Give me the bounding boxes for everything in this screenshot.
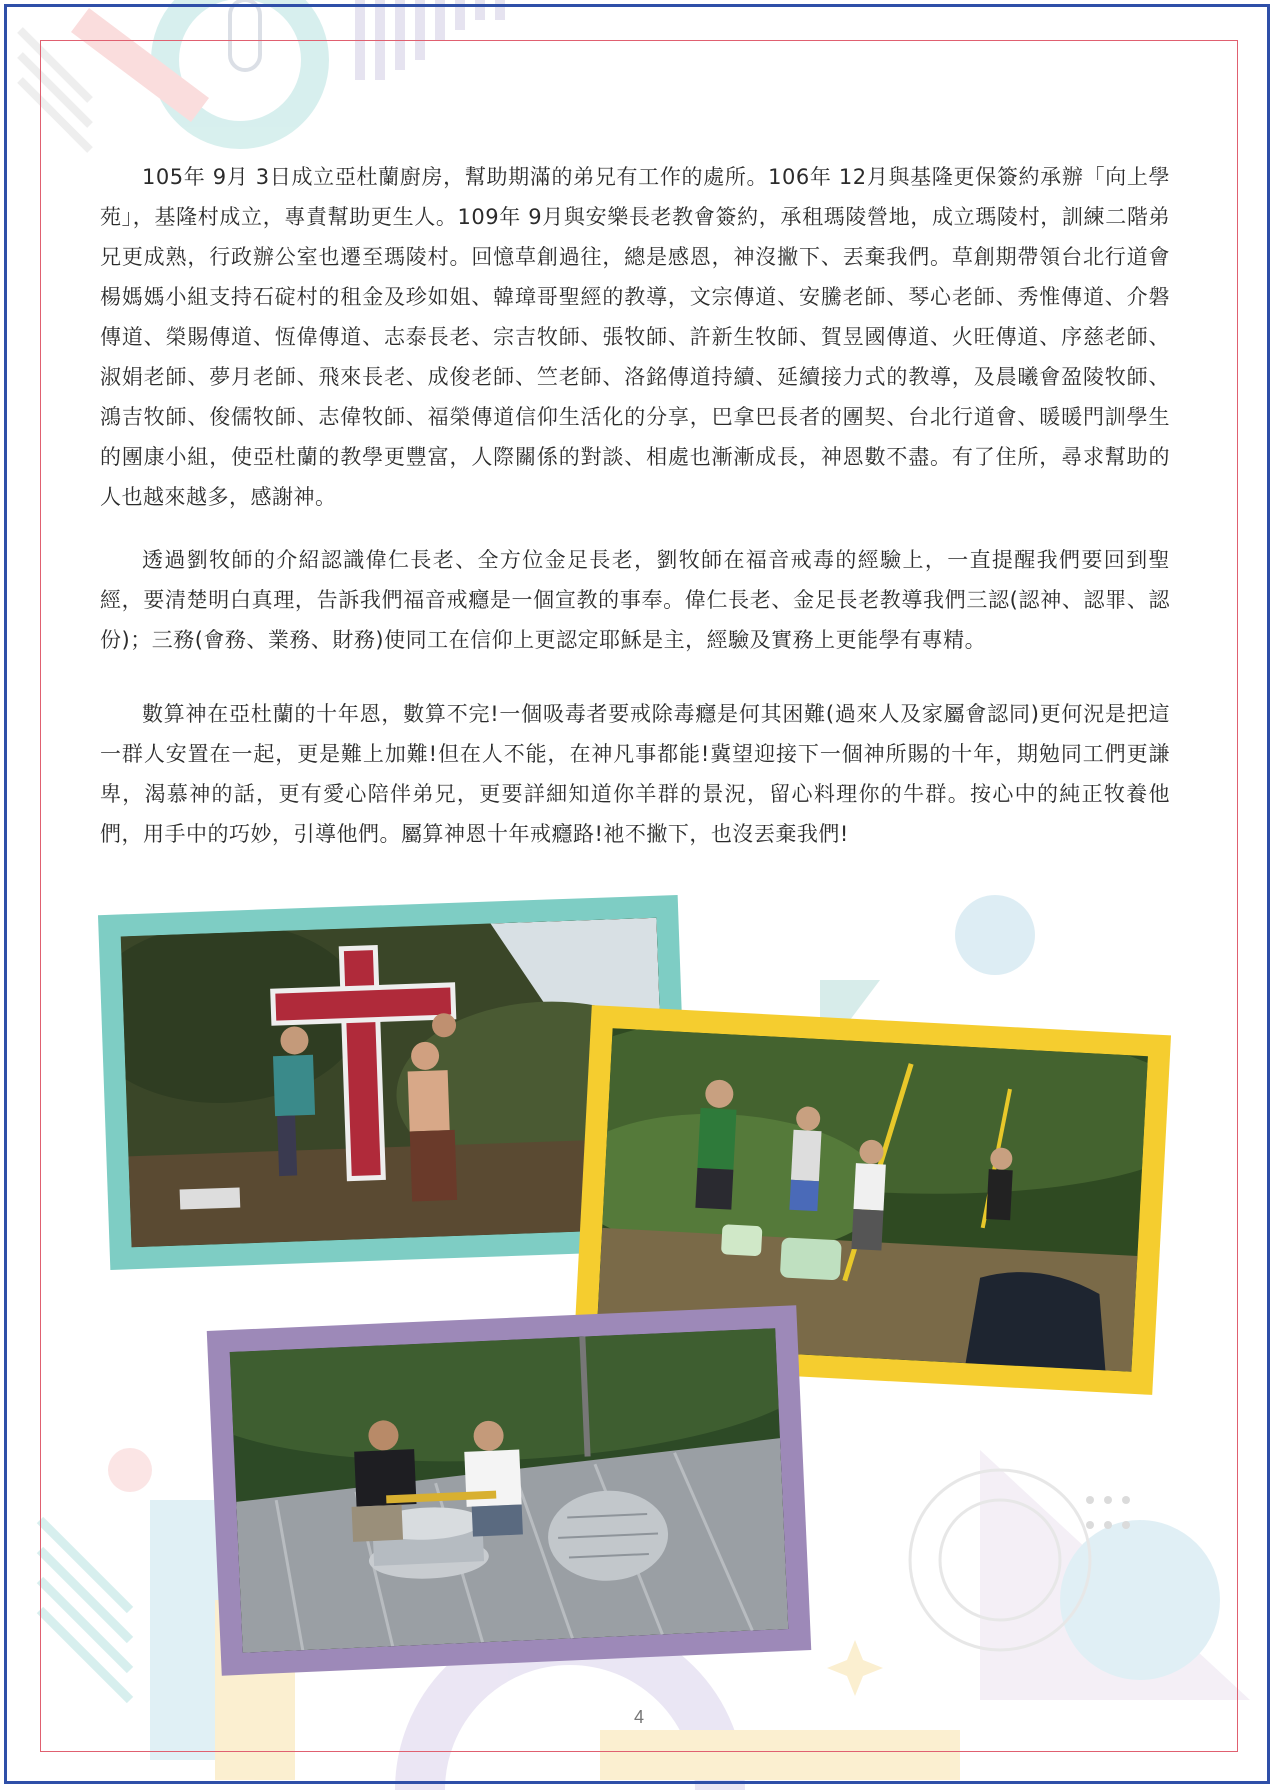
- paragraph-2: 透過劉牧師的介紹認識偉仁長老、全方位金足長老，劉牧師在福音戒毒的經驗上，一直提醒我們要回到聖經，要清楚明白真理，告訴我們福音戒癮是一個宣教的事奉。偉仁長老、金足長老教導我們三認(認神、認罪、認份)；三務(會務、業務、財務)使同工在信仰上更認定耶穌是主，經驗及實務上更能學有專精。: [100, 548, 1170, 652]
- paragraph-1: 105年 9月 3日成立亞杜蘭廚房，幫助期滿的弟兄有工作的處所。106年 12月與基隆更保簽約承辦「向上學苑」，基隆村成立，專責幫助更生人。109年 9月與安樂長老教會簽約，承租瑪陵營地，成立瑪陵村，訓練二階弟兄更成熟，行政辦公室也遷至瑪陵村。回憶草創過往，總是感恩，神沒撇下、丟棄我們。草創期帶領台北行道會楊媽媽小組支持石碇村的租金及珍如姐、韓璋哥聖經的教導，文宗傳道、安騰老師、琴心老師、秀惟傳道、介磐傳道、榮賜傳道、恆偉傳道、志泰長老、宗吉牧師、張牧師、許新生牧師、賀昱國傳道、火旺傳道、序慈老師、淑娟老師、夢月老師、飛來長老、成俊老師、竺老師、洛銘傳道持續、延續接力式的教導，及晨曦會盈陵牧師、鴻吉牧師、俊儒牧師、志偉牧師、福榮傳道信仰生活化的分享，巴拿巴長者的團契、台北行道會、暖暖門訓學生的團康小組，使亞杜蘭的教學更豐富，人際關係的對談、相處也漸漸成長，神恩數不盡。有了住所，尋求幫助的人也越來越多，感謝神。: [100, 165, 1170, 509]
- photo-roof-ventilators: [207, 1305, 811, 1675]
- page-number: 4: [633, 1707, 644, 1727]
- paragraph-3: 數算神在亞杜蘭的十年恩，數算不完!一個吸毒者要戒除毒癮是何其困難(過來人及家屬會認同)更何況是把這一群人安置在一起，更是難上加難!但在人不能，在神凡事都能!冀望迎接下一個神所賜的十年，期勉同工們更謙卑，渴慕神的話，更有愛心陪伴弟兄，更要詳細知道你羊群的景況，留心料理你的牛群。按心中的純正牧養他們，用手中的巧妙，引導他們。屬算神恩十年戒癮路!祂不撇下，也沒丟棄我們!: [100, 702, 1170, 846]
